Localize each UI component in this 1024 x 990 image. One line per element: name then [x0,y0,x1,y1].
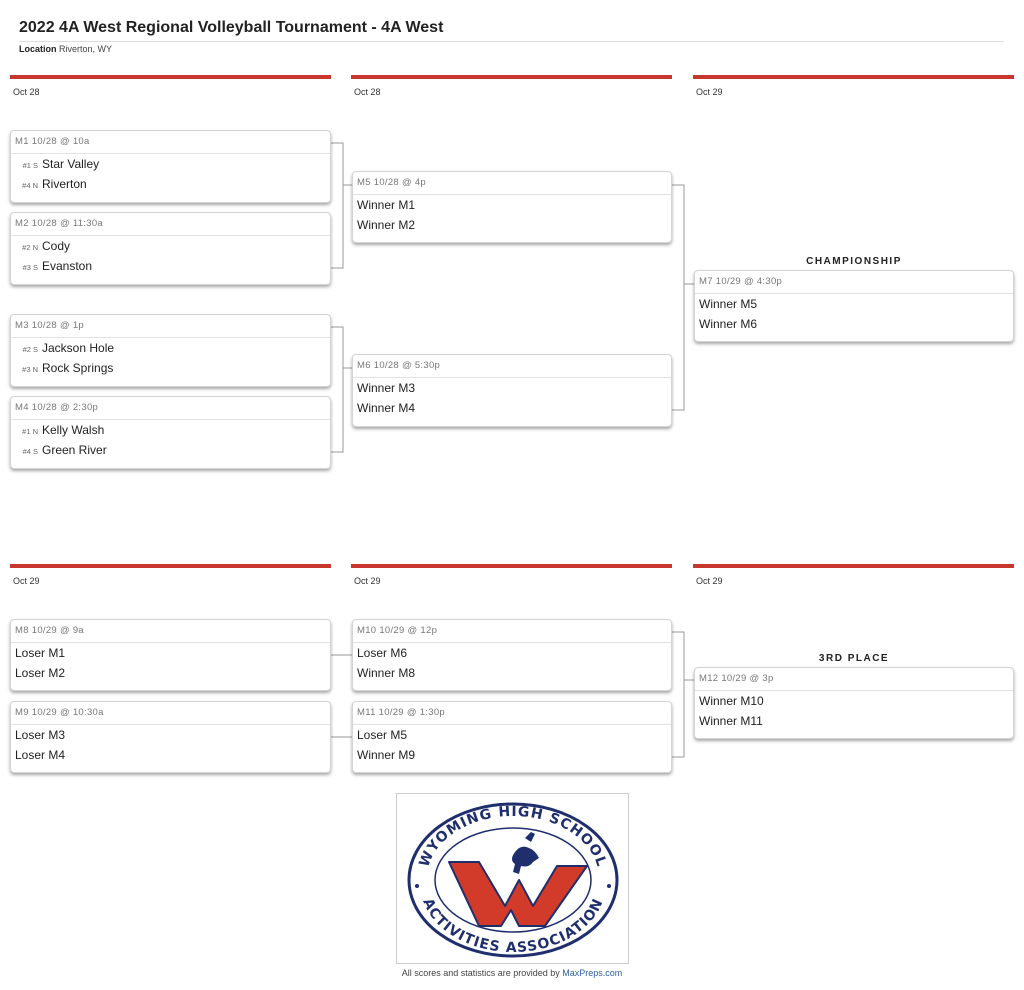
team-row[interactable]: Loser M4 [15,748,66,762]
team-row[interactable] [11,358,330,378]
whsaa-logo [396,793,629,964]
team-row[interactable]: Winner M1 [357,198,416,212]
team-row[interactable] [11,338,330,358]
team-name: Cody [42,239,71,253]
match-header: M6 10/28 @ 5:30p [353,355,671,378]
location-label: Location [19,44,57,54]
team-name: Star Valley [42,157,100,171]
svg-text:WYOMING HIGH SCHOOL: WYOMING HIGH SCHOOL [416,803,610,870]
match-header: M1 10/28 @ 10a [11,131,330,154]
match-header: M2 10/28 @ 11:30a [11,213,330,236]
match-header: M9 10/29 @ 10:30a [11,702,330,725]
column-date: Oct 28 [13,87,40,97]
column-date: Oct 29 [696,87,723,97]
column-date: Oct 29 [13,576,40,586]
team-name: Kelly Walsh [42,423,105,437]
match-m11[interactable] [352,701,672,773]
team-row[interactable]: Winner M3 [357,381,416,395]
whsaa-logo-graphic [397,794,628,963]
team-row[interactable]: Winner M6 [699,317,758,331]
location-value: Riverton, WY [59,44,113,54]
team-name: Evanston [42,259,93,273]
column-date: Oct 28 [354,87,381,97]
team-row[interactable]: Winner M9 [357,748,416,762]
team-row[interactable]: Winner M4 [357,401,416,415]
connector-m8-m9 [331,655,352,737]
team-row[interactable]: Loser M3 [15,728,66,742]
seed: #1 N [22,427,38,436]
team-row[interactable]: Loser M1 [15,646,66,660]
team-row[interactable] [11,154,330,174]
championship-label: CHAMPIONSHIP [806,256,902,267]
team-row[interactable]: Loser M6 [357,646,408,660]
title-divider [19,41,1004,42]
team-row[interactable] [11,256,330,276]
seed: #1 S [22,161,38,170]
team-row[interactable]: Loser M5 [357,728,408,742]
column-header-3 [693,75,1014,103]
match-header: M4 10/28 @ 2:30p [11,397,330,420]
column-date: Oct 29 [696,576,723,586]
team-row[interactable]: Winner M11 [699,714,763,728]
match-m8[interactable] [10,619,331,691]
team-row[interactable] [11,236,330,256]
match-m12[interactable] [694,667,1014,739]
match-header: M7 10/29 @ 4:30p [695,271,1013,294]
match-header: M10 10/29 @ 12p [353,620,671,643]
team-row[interactable]: Winner M5 [699,297,758,311]
match-m5[interactable] [352,171,672,243]
footer [0,968,1024,978]
maxpreps-link[interactable]: MaxPreps.com [562,968,623,978]
match-m6[interactable] [352,354,672,427]
team-row[interactable]: Winner M2 [357,218,416,232]
seed: #3 N [22,365,38,374]
location-line [19,44,112,54]
match-header: M12 10/29 @ 3p [695,668,1013,691]
match-header: M5 10/28 @ 4p [353,172,671,195]
footer-text: All scores and statistics are provided by [401,968,560,978]
svg-text:ACTIVITIES ASSOCIATION: ACTIVITIES ASSOCIATION [419,895,607,957]
seed: #2 S [22,345,38,354]
match-header: M8 10/29 @ 9a [11,620,330,643]
column-header-6 [693,564,1014,592]
team-row[interactable] [11,440,330,460]
seed: #4 S [22,447,38,456]
connector-m3-m4 [331,327,352,452]
page-title: 2022 4A West Regional Volleyball Tournament - 4A West [19,19,444,36]
team-name: Rock Springs [42,361,114,375]
team-row[interactable] [11,174,330,194]
team-name: Jackson Hole [42,341,115,355]
team-row[interactable]: Winner M8 [357,666,416,680]
column-header-2 [351,75,672,103]
connector-m10-m11 [672,632,694,757]
connector-m5-m6 [672,185,694,410]
match-m3[interactable] [10,314,331,387]
connector-m1-m2 [331,143,352,268]
seed: #2 N [22,243,38,252]
match-header: M11 10/29 @ 1:30p [353,702,671,725]
match-m4[interactable] [10,396,331,469]
team-row[interactable]: Loser M2 [15,666,66,680]
column-date: Oct 29 [354,576,381,586]
match-m7[interactable] [694,270,1014,342]
match-header: M3 10/28 @ 1p [11,315,330,338]
seed: #4 N [22,181,38,190]
seed: #3 S [22,263,38,272]
match-m9[interactable] [10,701,331,773]
third-place-label: 3RD PLACE [818,653,890,664]
team-row[interactable]: Winner M10 [699,694,764,708]
match-m10[interactable] [352,619,672,691]
column-header-4 [10,564,331,592]
column-header-5 [351,564,672,592]
column-header-1 [10,75,331,103]
team-name: Riverton [42,177,87,191]
match-m2[interactable] [10,212,331,285]
team-name: Green River [42,443,107,457]
match-m1[interactable] [10,130,331,203]
team-row[interactable] [11,420,330,440]
